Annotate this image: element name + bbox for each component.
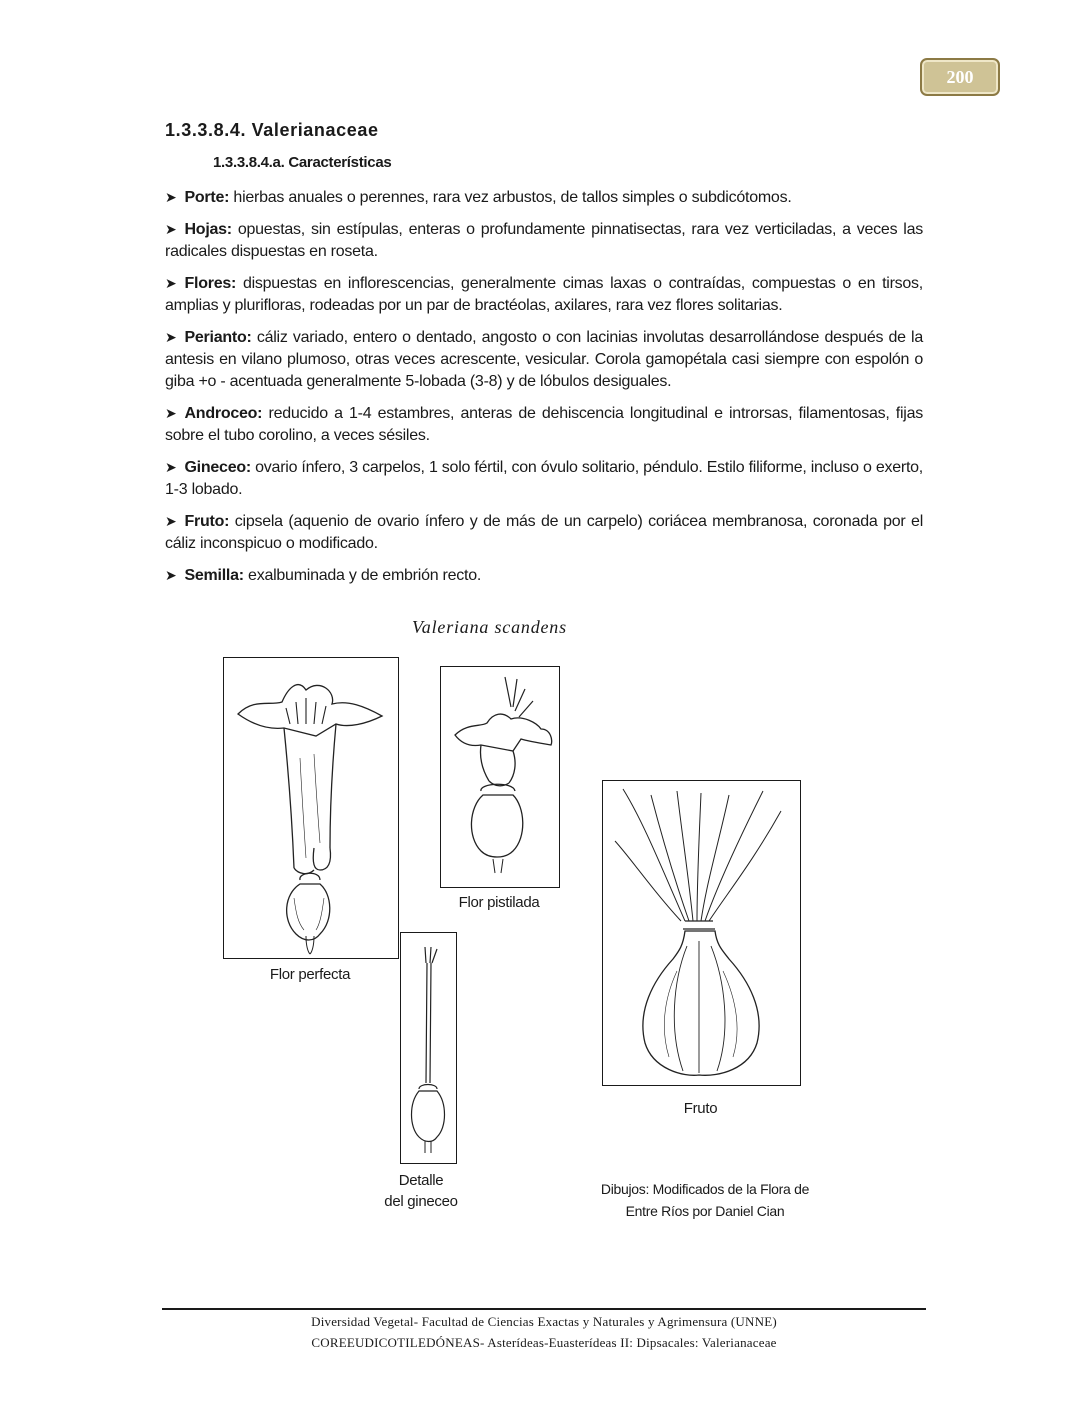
arrow-bullet-icon: ➤ <box>165 405 177 421</box>
arrow-bullet-icon: ➤ <box>165 513 177 529</box>
characteristic-item <box>165 272 923 317</box>
arrow-bullet-icon: ➤ <box>165 459 177 475</box>
drawing-frame-detalle-gineceo <box>400 932 457 1164</box>
figure-title: Valeriana scandens <box>412 617 567 637</box>
page-number: 200 <box>946 66 974 87</box>
arrow-bullet-icon: ➤ <box>165 275 177 291</box>
caption-fruto: Fruto <box>683 1100 718 1117</box>
footer-divider <box>162 1308 926 1310</box>
characteristic-label: Porte: <box>184 189 230 206</box>
characteristic-text: opuestas, sin estípulas, enteras o profundamente pinnatisectas, rara vez verticiladas, a veces las radicales dispuestas en roseta. <box>165 221 923 260</box>
characteristic-text: dispuestas en inflorescencias, generalmente cimas laxas o contraídas, compuestas o en tirsos, amplias y plurifloras, rodeadas por un par de bractéolas, axilares, rara vez flores solitarias. <box>165 275 924 314</box>
characteristic-label: Fruto: <box>184 513 230 530</box>
characteristic-label: Semilla: <box>184 567 244 584</box>
caption-detalle-line1: Detalle <box>398 1172 444 1189</box>
characteristic-text: reducido a 1-4 estambres, anteras de dehiscencia longitudinal e introrsas, filamentosas, fijas sobre el tubo corolino, a veces sésiles. <box>165 405 923 444</box>
characteristic-item <box>165 186 923 209</box>
characteristic-label: Flores: <box>184 275 237 292</box>
characteristic-item <box>165 564 923 587</box>
arrow-bullet-icon: ➤ <box>165 329 177 345</box>
characteristic-text: cipsela (aquenio de ovario ínfero y de más de un carpelo) coriácea membranosa, coronada por el cáliz inconspicuo o modificado. <box>165 513 923 552</box>
section-heading: 1.3.3.8.4. Valerianaceae <box>165 120 379 140</box>
drawing-frame-flor-pistilada <box>440 666 560 888</box>
characteristic-item <box>165 218 923 263</box>
characteristic-label: Androceo: <box>184 405 263 422</box>
footer-line1: Diversidad Vegetal- Facultad de Ciencias Exactas y Naturales y Agrimensura (UNNE) <box>311 1314 777 1329</box>
characteristic-text: cáliz variado, entero o dentado, angosto o con lacinias involutas desarrollándose después de la antesis en vilano plumoso, otras veces acrescente, vesicular. Corola gamopétala casi siempre con espolón o giba +o - acentuada generalmente 5-lobada (3-8) y de lóbulos desiguales. <box>165 329 923 390</box>
characteristic-text: exalbuminada y de embrión recto. <box>248 567 482 584</box>
drawing-credit-line1: Dibujos: Modificados de la Flora de <box>600 1181 810 1197</box>
characteristic-text: hierbas anuales o perennes, rara vez arbustos, de tallos simples o subdicótomos. <box>233 189 792 206</box>
subsection-heading: 1.3.3.8.4.a. Características <box>213 154 392 171</box>
characteristic-label: Hojas: <box>184 221 232 238</box>
arrow-bullet-icon: ➤ <box>165 221 177 237</box>
arrow-bullet-icon: ➤ <box>165 189 177 205</box>
drawing-frame-fruto <box>602 780 801 1086</box>
characteristic-item <box>165 326 923 393</box>
caption-flor-pistilada: Flor pistilada <box>458 894 540 911</box>
caption-flor-perfecta: Flor perfecta <box>269 966 351 983</box>
characteristic-label: Perianto: <box>184 329 252 346</box>
characteristic-label: Gineceo: <box>184 459 251 476</box>
characteristic-item <box>165 456 923 501</box>
drawing-credit-line2: Entre Ríos por Daniel Cian <box>625 1203 785 1219</box>
characteristic-item <box>165 402 923 447</box>
detalle-gineceo-drawing <box>401 933 456 1163</box>
drawing-frame-flor-perfecta <box>223 657 399 959</box>
characteristic-item <box>165 510 923 555</box>
footer-line2: COREEUDICOTILEDÓNEAS- Asterídeas-Euasterídeas II: Dipsacales: Valerianaceae <box>311 1335 777 1350</box>
fruto-drawing <box>603 781 800 1085</box>
flor-pistilada-drawing <box>441 667 559 887</box>
page-number-badge <box>920 58 1000 96</box>
characteristics-list <box>165 186 923 596</box>
characteristic-text: ovario ínfero, 3 carpelos, 1 solo fértil, con óvulo solitario, péndulo. Estilo filiforme, incluso o exerto, 1-3 lobado. <box>165 459 923 498</box>
flor-perfecta-drawing <box>224 658 398 958</box>
caption-detalle-line2: del gineceo <box>384 1193 458 1210</box>
arrow-bullet-icon: ➤ <box>165 567 177 583</box>
